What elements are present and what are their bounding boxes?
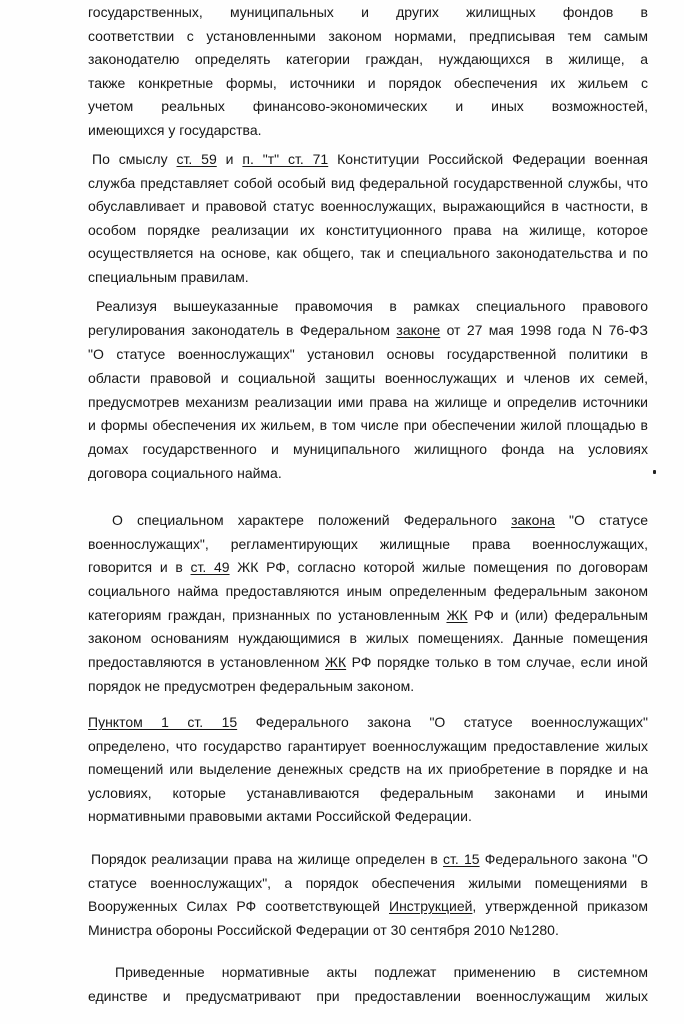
text-line — [88, 509, 648, 533]
text-line — [88, 172, 648, 196]
text-segment: "О статусе военнослужащих" установил основы государственной политики в — [88, 345, 648, 362]
text-line — [88, 805, 648, 829]
text-segment: предусмотрев механизм реализации ими права на жилище и определив источники — [88, 393, 648, 410]
text-segment: Вооруженных Силах РФ соответствующей — [88, 898, 390, 914]
text-segment: "О статусе — [554, 512, 648, 528]
text-segment: также конкретные формы, источники и порядок обеспечения их жильем с — [88, 74, 648, 91]
text-segment: и — [216, 151, 243, 167]
text-segment: законом основаниям нуждающимися в жилых помещениях. Данные помещения — [88, 630, 648, 647]
text-segment: нормативными правовыми актами Российской Федерации. — [88, 808, 472, 824]
text-line — [88, 961, 648, 985]
legal-reference-link[interactable]: ст. 59 — [176, 151, 217, 167]
paragraph — [88, 1, 648, 142]
text-segment: Конституции Российской Федерации военная — [328, 151, 648, 167]
text-segment: ЖК РФ, согласно которой жилые помещения по договорам — [229, 559, 648, 576]
legal-reference-link[interactable]: ЖК — [446, 606, 468, 623]
text-line — [88, 462, 648, 486]
text-segment: области правовой и социальной защиты военнослужащих и членов их семей, — [88, 369, 648, 386]
text-line — [88, 758, 648, 782]
text-segment: Приведенные нормативные акты подлежат применению в системном — [115, 964, 648, 980]
text-segment: обуславливает и правовой статус военнослужащих, выражающийся в частности, в — [88, 198, 648, 214]
text-segment: договора социального найма. — [88, 465, 282, 482]
text-line — [88, 414, 648, 438]
text-line — [88, 627, 648, 651]
legal-reference-link[interactable]: Пунктом 1 ст. 15 — [88, 714, 238, 730]
text-line — [88, 242, 648, 266]
text-line — [88, 675, 648, 699]
paragraph — [88, 961, 648, 1008]
text-segment: говорится и в — [88, 559, 191, 576]
scan-speck — [653, 470, 656, 474]
text-segment: Реализуя вышеуказанные правомочия в рамках специального правового — [96, 298, 648, 314]
text-segment: специальным правилам. — [88, 268, 249, 285]
text-segment: от 27 мая 1998 года N 76-ФЗ — [440, 321, 648, 338]
legal-reference-link[interactable]: ст. 15 — [443, 851, 480, 867]
text-segment: Порядок реализации права на жилище определен в — [91, 851, 444, 867]
text-segment: , утвержденной приказом — [472, 898, 649, 914]
text-line — [88, 895, 648, 919]
text-line — [88, 919, 648, 943]
text-line — [88, 48, 648, 72]
text-segment: осуществляется на основе, как общего, так и специального законодательства и по — [88, 245, 648, 261]
text-segment: статусе военнослужащих", а порядок обеспечения жилыми помещениями в — [88, 874, 648, 891]
text-segment: и формы обеспечения их жильем, в том числе при обеспечении жилой площадью в — [88, 417, 648, 434]
text-segment: определено, что государство гарантирует военнослужащим предоставление жилых — [88, 737, 648, 754]
legal-reference-link[interactable]: ЖК — [325, 654, 347, 671]
paragraph — [88, 509, 648, 699]
text-line — [88, 219, 648, 243]
text-line — [88, 556, 648, 580]
text-segment: особом порядке реализации их конституционного права на жилище, которое — [88, 221, 648, 238]
text-line — [88, 391, 648, 415]
paragraph — [88, 295, 648, 486]
paragraph — [88, 848, 648, 942]
paragraph — [88, 711, 648, 829]
legal-reference-link[interactable]: закона — [511, 512, 555, 528]
legal-reference-link[interactable]: ст. 49 — [190, 559, 230, 576]
text-line — [88, 367, 648, 391]
text-segment: соответствии с установленными законом нормами, предписывая тем самым — [88, 27, 648, 44]
text-segment: учетом реальных финансово-экономических и иных возможностей, — [88, 98, 648, 114]
text-line — [88, 848, 648, 872]
text-segment: О специальном характере положений Федерального — [112, 512, 512, 528]
text-line — [88, 72, 648, 96]
text-line — [88, 295, 648, 319]
text-line — [88, 580, 648, 604]
text-segment: По смыслу — [92, 151, 177, 167]
text-segment: законодателю определять категории граждан, нуждающихся в жилище, а — [88, 51, 648, 67]
text-segment: РФ и (или) федеральным — [467, 606, 648, 623]
text-segment: домах государственного и муниципального жилищного фонда на условиях — [88, 441, 648, 458]
text-segment: военнослужащих", регламентирующих жилищные права военнослужащих, — [88, 535, 648, 552]
text-segment: категориям граждан, признанных по установленным — [88, 606, 447, 623]
text-line — [88, 533, 648, 557]
text-line — [88, 651, 648, 675]
text-line — [88, 735, 648, 759]
text-line — [88, 25, 648, 49]
text-segment: помещений или выделение денежных средств на их приобретение в порядке и на — [88, 761, 648, 777]
text-line — [88, 438, 648, 462]
text-line — [88, 985, 648, 1009]
text-line — [88, 343, 648, 367]
paragraph — [88, 148, 648, 289]
text-line — [88, 119, 648, 143]
text-segment: государственных, муниципальных и других жилищных фондов в — [88, 4, 648, 20]
text-segment: Федерального закона "О — [479, 851, 648, 867]
text-line — [88, 195, 648, 219]
legal-reference-link[interactable]: п. "т" ст. 71 — [242, 151, 329, 167]
text-line — [88, 872, 648, 896]
text-segment: РФ порядке только в том случае, если иной — [346, 654, 648, 671]
text-segment: служба представляет собой особый вид федеральной государственной службы, что — [88, 174, 648, 191]
text-line — [88, 95, 648, 119]
text-line — [88, 782, 648, 806]
legal-reference-link[interactable]: Инструкцией — [389, 898, 473, 914]
text-segment: Федерального закона "О статусе военнослужащих" — [237, 714, 648, 730]
text-segment: Министра обороны Российской Федерации от 30 сентября 2010 №1280. — [88, 921, 559, 938]
text-segment: имеющихся у государства. — [88, 121, 262, 138]
text-line — [88, 319, 648, 343]
text-line — [88, 1, 648, 25]
legal-reference-link[interactable]: законе — [396, 321, 441, 338]
text-line — [88, 711, 648, 735]
text-segment: регулирования законодатель в Федеральном — [88, 321, 397, 338]
text-segment: единстве и предусматривают при предоставлении военнослужащим жилых — [88, 987, 648, 1004]
text-line — [88, 604, 648, 628]
text-segment: порядок не предусмотрен федеральным законом. — [88, 677, 415, 694]
text-segment: предоставляются в установленном — [88, 654, 326, 671]
text-line — [88, 266, 648, 290]
text-segment: социального найма предоставляются иным определенным федеральным законом — [88, 583, 648, 600]
text-segment: условиях, которые устанавливаются федеральным законами и иными — [88, 784, 648, 801]
text-line — [88, 148, 648, 172]
